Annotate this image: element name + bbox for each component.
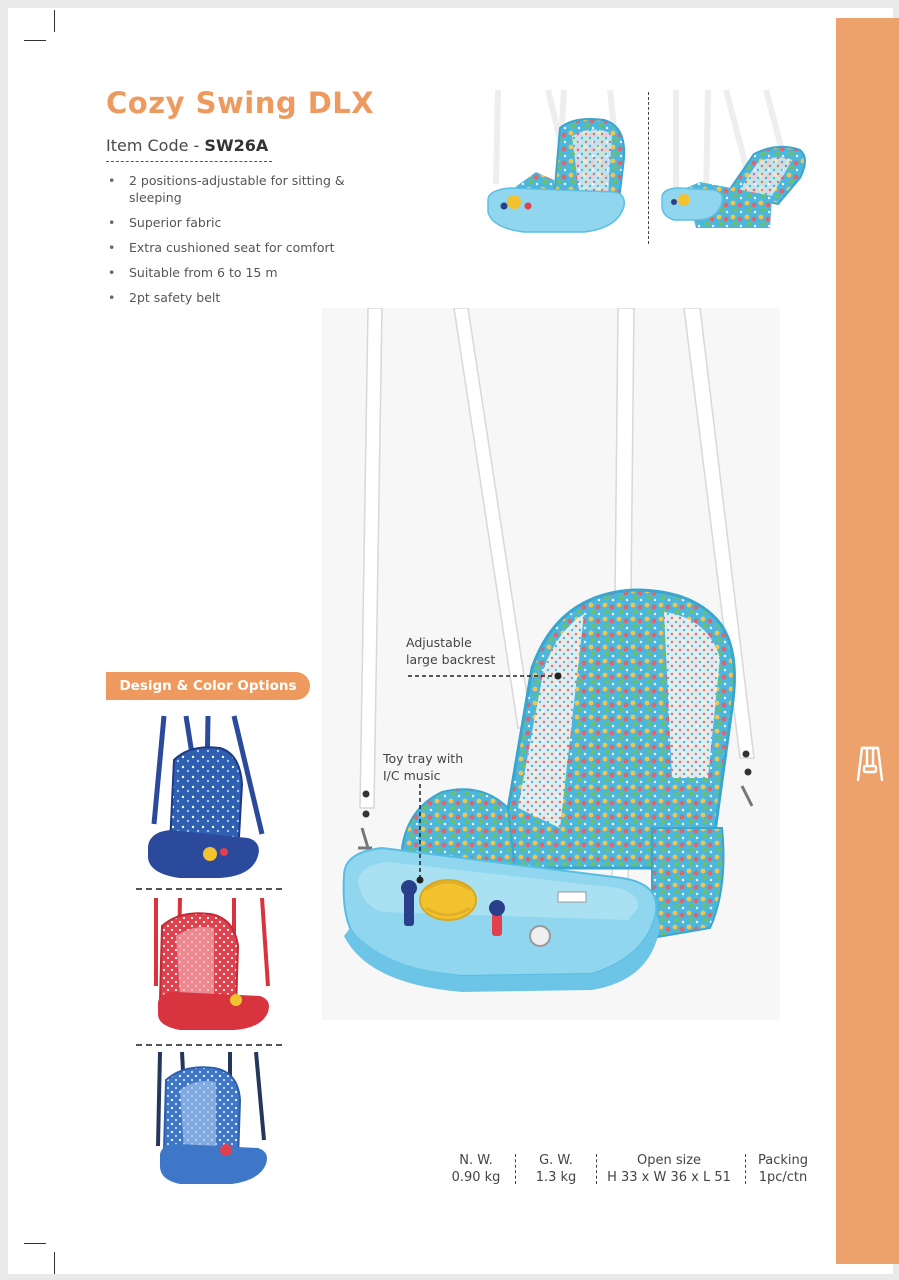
crop-mark-top-v	[54, 10, 55, 32]
spec-value: 0.90 kg	[451, 1170, 501, 1185]
feature-item: • 2 positions-adjustable for sitting & sleeping	[106, 172, 349, 206]
thumbnail-sleeping-position	[660, 88, 810, 238]
spec-label: G. W.	[539, 1153, 573, 1168]
item-code-label: Item Code -	[106, 136, 205, 155]
tray-callout-line: I/C music	[383, 768, 441, 783]
category-sidebar	[836, 18, 899, 1264]
crop-mark-bottom-h	[24, 1243, 46, 1244]
thumbnail-divider	[648, 92, 649, 244]
spec-value: 1pc/ctn	[758, 1170, 808, 1185]
main-product-photo	[322, 308, 780, 1020]
variant-divider	[136, 888, 282, 890]
spec-separator	[515, 1154, 516, 1184]
spec-value: H 33 x W 36 x L 51	[607, 1170, 731, 1185]
feature-item: • 2pt safety belt	[106, 289, 349, 306]
backrest-callout	[406, 634, 495, 668]
variant-navy-swing	[130, 714, 280, 884]
crop-mark-bottom-v	[54, 1252, 55, 1274]
spec-open-size	[604, 1152, 734, 1186]
spec-packing	[754, 1152, 812, 1186]
feature-list	[106, 172, 349, 314]
spec-separator	[596, 1154, 597, 1184]
item-code	[106, 136, 268, 155]
feature-item: • Extra cushioned seat for comfort	[106, 239, 349, 256]
spec-value: 1.3 kg	[535, 1170, 577, 1185]
spec-net-weight	[448, 1152, 504, 1186]
variant-red-swing	[130, 896, 280, 1036]
item-code-value: SW26A	[204, 136, 269, 155]
spec-label: N. W.	[459, 1153, 493, 1168]
variant-blue-swing	[130, 1050, 280, 1190]
feature-item: • Suitable from 6 to 15 m	[106, 264, 349, 281]
tray-callout-line: Toy tray with	[383, 751, 464, 766]
thumbnail-sitting-position	[484, 88, 634, 240]
feature-item: • Superior fabric	[106, 214, 349, 231]
design-options-badge: Design & Color Options	[106, 672, 310, 700]
backrest-callout-line: Adjustable	[406, 635, 472, 650]
tray-callout	[383, 750, 463, 784]
spec-gross-weight	[528, 1152, 584, 1186]
variant-divider	[136, 1044, 282, 1046]
spec-label: Packing	[757, 1153, 808, 1168]
spec-separator	[745, 1154, 746, 1184]
title-divider	[106, 161, 272, 162]
spec-label: Open size	[636, 1153, 702, 1168]
swing-icon	[852, 744, 888, 782]
backrest-callout-line: large backrest	[406, 652, 496, 667]
product-title: Cozy Swing DLX	[106, 86, 375, 120]
crop-mark-top-h	[24, 40, 46, 41]
